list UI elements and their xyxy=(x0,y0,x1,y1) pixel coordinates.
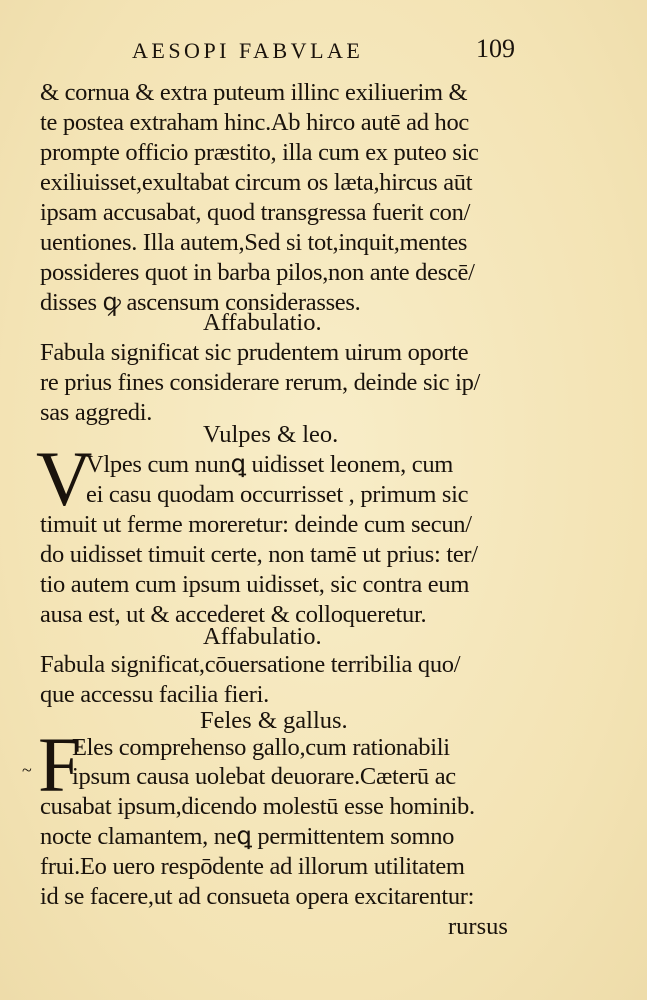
text-line: te postea extraham hinc.Ab hirco autē ad hoc xyxy=(40,109,469,136)
text-line: timuit ut ferme moreretur: deinde cum secun/ xyxy=(40,511,472,538)
page-number: 109 xyxy=(476,34,515,63)
text-line: sas aggredi. xyxy=(40,399,153,426)
text-line: que accessu facilia fieri. xyxy=(40,681,269,708)
margin-mark: ~ xyxy=(22,760,32,780)
text-line: cusabat ipsum,dicendo molestū esse hominib. xyxy=(40,793,475,820)
drop-cap: V xyxy=(36,435,93,522)
text-line: ei casu quodam occurrisset , primum sic xyxy=(86,481,469,508)
text-line: Fabula significat sic prudentem uirum oporte xyxy=(40,339,469,366)
text-line: frui.Eo uero respōdente ad illorum utilitatem xyxy=(40,853,465,880)
running-head: AESOPI FABVLAE xyxy=(132,38,364,63)
text-line: ipsum causa uolebat deuorare.Cæterū ac xyxy=(72,763,456,790)
text-line: re prius fines considerare rerum, deinde sic ip/ xyxy=(40,369,481,396)
text-line: ipsam accusabat, quod transgressa fuerit con/ xyxy=(40,199,471,226)
text-line: Vlpes cum nunꝗ uidisset leonem, cum xyxy=(86,451,454,478)
text-line: uentiones. Illa autem,Sed si tot,inquit,mentes xyxy=(40,229,468,256)
affabulatio-heading: Affabulatio. xyxy=(203,309,322,336)
text-line: tio autem cum ipsum uidisset, sic contra eum xyxy=(40,571,470,598)
text-line: exiliuisset,exultabat circum os læta,hircus aūt xyxy=(40,169,473,196)
fable-title: Feles & gallus. xyxy=(200,707,348,734)
text-line: Fabula significat,cōuersatione terribilia quo/ xyxy=(40,651,461,678)
text-line: & cornua & extra puteum illinc exiliuerim & xyxy=(40,79,468,106)
text-line: ausa est, ut & accederet & colloqueretur. xyxy=(40,601,427,628)
text-line: Eles comprehenso gallo,cum rationabili xyxy=(72,734,450,761)
text-line: possideres quot in barba pilos,non ante descē/ xyxy=(40,259,475,286)
catchword: rursus xyxy=(448,913,508,940)
drop-cap: F xyxy=(38,721,82,808)
text-line: do uidisset timuit certe, non tamē ut prius: ter/ xyxy=(40,541,478,568)
text-line: id se facere,ut ad consueta opera excitarentur: xyxy=(40,883,475,910)
fable-title: Vulpes & leo. xyxy=(203,421,339,448)
affabulatio-heading: Affabulatio. xyxy=(203,623,322,650)
text-line: prompte officio præstito, illa cum ex puteo sic xyxy=(40,139,479,166)
text-line: disses ꝙ ascensum considerasses. xyxy=(40,289,361,316)
text-line: nocte clamantem, neꝗ permittentem somno xyxy=(40,823,455,850)
